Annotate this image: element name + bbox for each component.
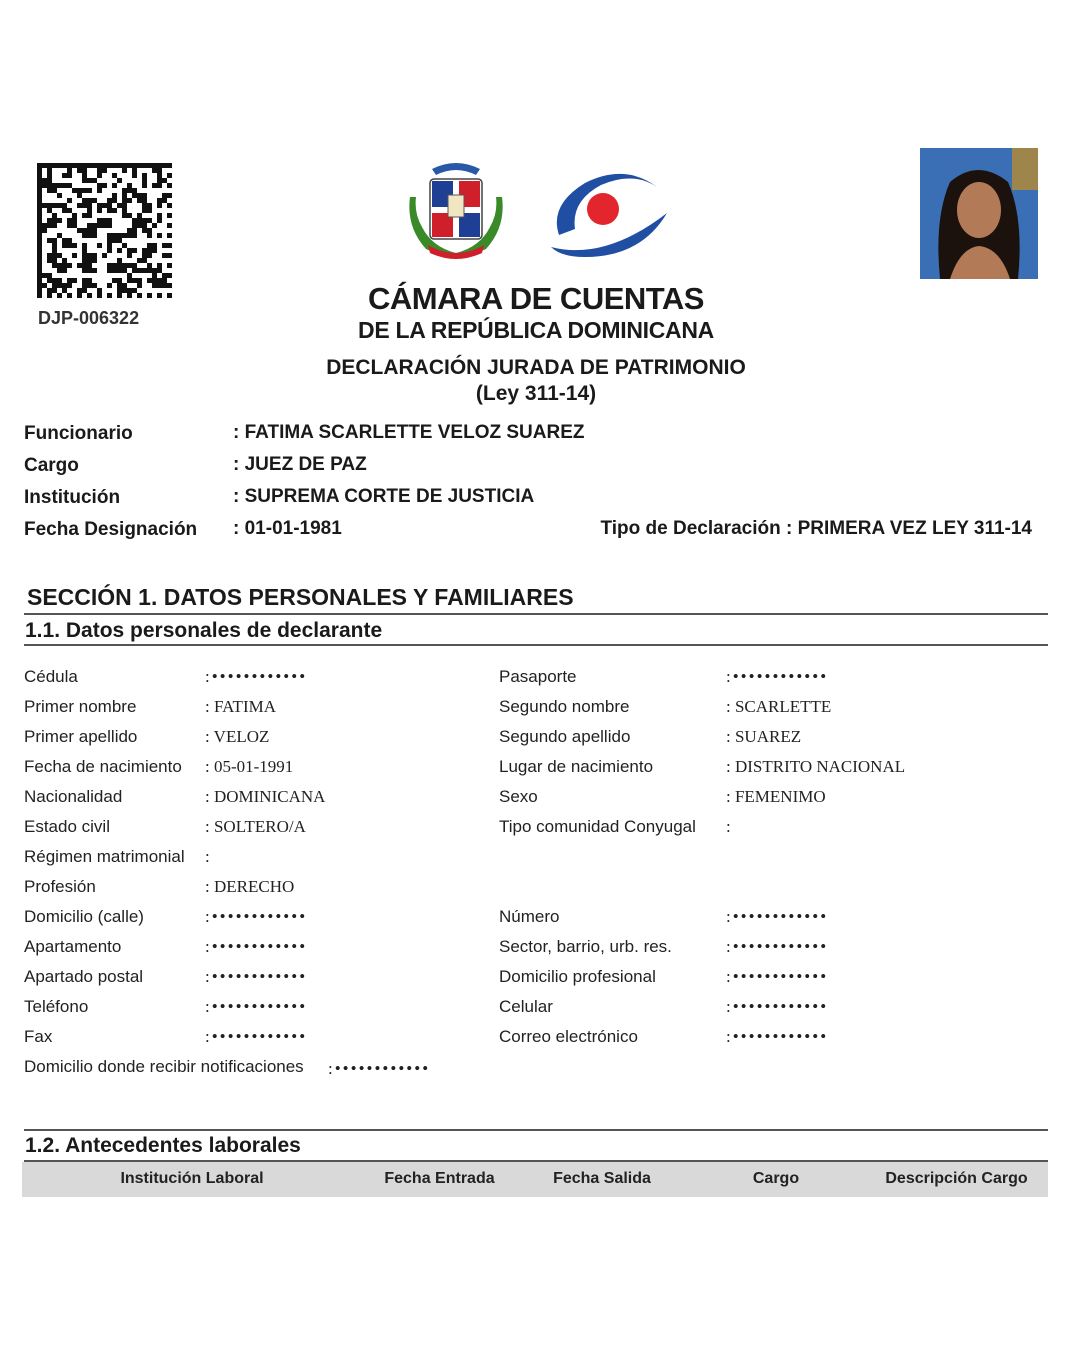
field-label: Pasaporte [499, 667, 577, 686]
field-value: :•••••••••••• [726, 937, 829, 956]
field-value: : DOMINICANA [205, 787, 326, 806]
field-label: Domicilio (calle) [24, 907, 144, 926]
field-value: : FEMENIMO [726, 787, 826, 806]
field-label: Celular [499, 997, 553, 1016]
field-label: Sector, barrio, urb. res. [499, 937, 672, 956]
field-label: Tipo comunidad Conyugal [499, 817, 696, 836]
table-header-cell: Cargo [752, 1170, 800, 1187]
subsection-1-1-title: 1.1. Datos personales de declarante [25, 619, 383, 642]
field-value: :•••••••••••• [726, 907, 829, 926]
section-divider [24, 613, 1048, 615]
camara-de-cuentas-logo [545, 165, 670, 260]
field-value: :•••••••••••• [205, 907, 308, 926]
field-value: :•••••••••••• [205, 967, 308, 986]
field-value: :•••••••••••• [726, 667, 829, 686]
notificaciones-label: Domicilio donde recibir notificaciones [24, 1057, 304, 1076]
institucion-label: Institución [24, 487, 121, 508]
field-label: Fecha de nacimiento [24, 757, 182, 776]
qr-code [36, 163, 173, 298]
table-header-cell: Descripción Cargo [885, 1170, 1028, 1187]
field-label: Lugar de nacimiento [499, 757, 654, 776]
field-value: :•••••••••••• [205, 937, 308, 956]
section-1-title: SECCIÓN 1. DATOS PERSONALES Y FAMILIARES [27, 584, 574, 610]
field-value: :•••••••••••• [205, 667, 308, 686]
funcionario-value: : FATIMA SCARLETTE VELOZ SUAREZ [233, 422, 585, 443]
field-label: Apartado postal [24, 967, 144, 986]
table-header-cell: Fecha Salida [553, 1170, 651, 1187]
field-label: Fax [24, 1027, 53, 1046]
document-law: (Ley 311-14) [475, 382, 597, 405]
organization-country: DE LA REPÚBLICA DOMINICANA [358, 317, 714, 343]
field-value: : 05-01-1991 [205, 757, 294, 776]
fecha-designacion-label: Fecha Designación [24, 519, 198, 540]
cargo-label: Cargo [24, 455, 79, 476]
document-id: DJP-006322 [38, 308, 140, 328]
dominican-coat-of-arms-icon [402, 157, 510, 265]
field-value: : [726, 817, 731, 836]
field-value: :•••••••••••• [726, 1027, 829, 1046]
field-label: Domicilio profesional [499, 967, 656, 986]
field-value: : DERECHO [205, 877, 295, 896]
field-label: Estado civil [24, 817, 110, 836]
institucion-value: : SUPREMA CORTE DE JUSTICIA [233, 486, 535, 507]
field-value: :•••••••••••• [205, 1027, 308, 1046]
field-value: :•••••••••••• [726, 997, 829, 1016]
field-label: Cédula [24, 667, 78, 686]
field-label: Teléfono [24, 997, 89, 1016]
tipo-declaracion: Tipo de Declaración : PRIMERA VEZ LEY 311-14 [600, 518, 1032, 539]
field-value: :•••••••••••• [205, 997, 308, 1016]
field-label: Segundo apellido [499, 727, 631, 746]
cargo-value: : JUEZ DE PAZ [233, 454, 367, 475]
field-value: : SUAREZ [726, 727, 802, 746]
field-value: : SCARLETTE [726, 697, 832, 716]
table-header-cell: Fecha Entrada [384, 1170, 495, 1187]
notificaciones-value: :•••••••••••• [328, 1059, 431, 1078]
field-label: Sexo [499, 787, 538, 806]
field-value: : FATIMA [205, 697, 276, 716]
document-title: DECLARACIÓN JURADA DE PATRIMONIO [326, 356, 746, 379]
field-value: : DISTRITO NACIONAL [726, 757, 906, 776]
field-value: : SOLTERO/A [205, 817, 306, 836]
field-label: Primer apellido [24, 727, 138, 746]
field-label: Segundo nombre [499, 697, 630, 716]
field-label: Correo electrónico [499, 1027, 638, 1046]
funcionario-label: Funcionario [24, 423, 133, 444]
field-label: Nacionalidad [24, 787, 123, 806]
subsection-divider [24, 644, 1048, 646]
id-photo [920, 148, 1038, 279]
field-label: Profesión [24, 877, 96, 896]
field-value: :•••••••••••• [726, 967, 829, 986]
subsection-1-2-title: 1.2. Antecedentes laborales [25, 1134, 301, 1157]
field-value: : VELOZ [205, 727, 270, 746]
field-label: Primer nombre [24, 697, 137, 716]
field-label: Apartamento [24, 937, 122, 956]
field-label: Número [499, 907, 560, 926]
organization-name: CÁMARA DE CUENTAS [368, 281, 704, 316]
fecha-designacion-value: : 01-01-1981 [233, 518, 342, 539]
table-header-cell: Institución Laboral [120, 1170, 264, 1187]
field-value: : [205, 847, 210, 866]
subsection-divider [24, 1129, 1048, 1131]
field-label: Régimen matrimonial [24, 847, 185, 866]
